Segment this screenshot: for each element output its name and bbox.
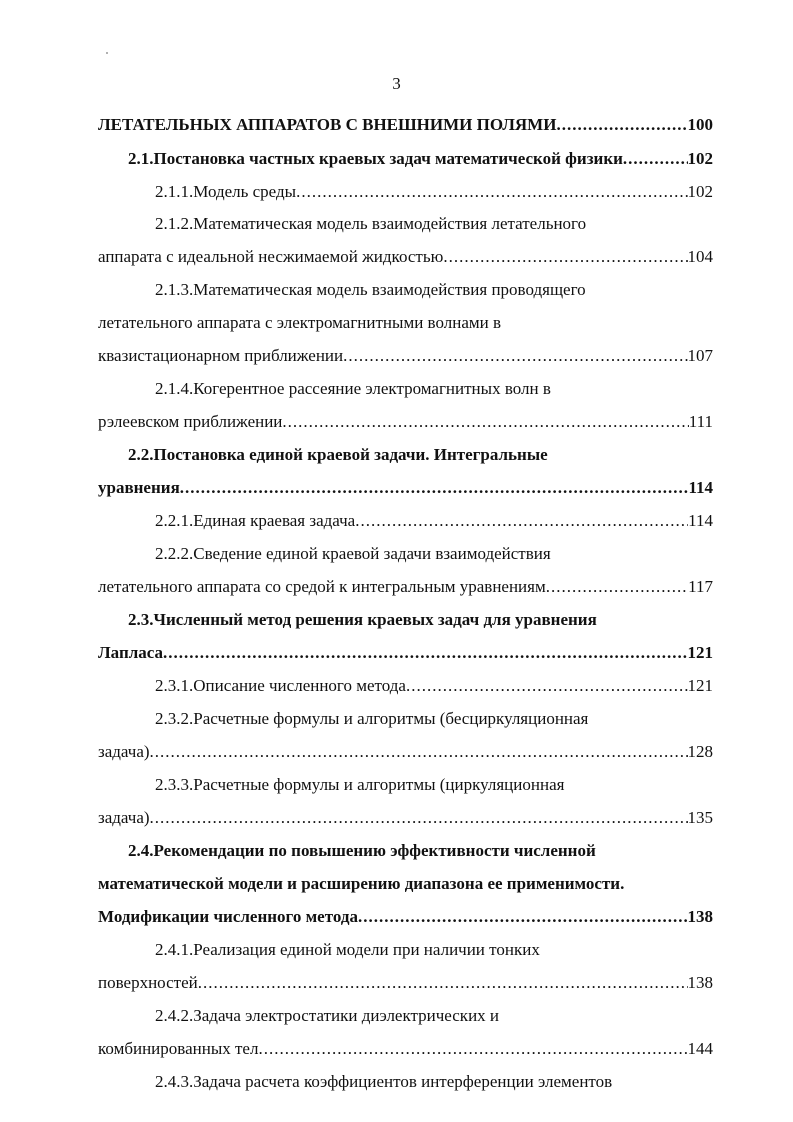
- toc-entry-2-2-2-line1: 2.2.2.Сведение единой краевой задачи взаимодействия: [155, 544, 551, 563]
- toc-page-number: 102: [687, 182, 713, 201]
- toc-entry-2-3-line1: 2.3.Численный метод решения краевых задач для уравнения: [128, 610, 597, 629]
- toc-entry-2-1-3-line2: летательного аппарата с электромагнитными волнами в: [98, 313, 501, 332]
- dot-leader: [150, 741, 688, 763]
- dot-leader: [556, 114, 687, 136]
- toc-entry-text: 2.3.1.Описание численного метода: [155, 676, 406, 695]
- toc-entry-text: рэлеевском приближении: [98, 412, 283, 431]
- toc-entry-2-4-line3: [98, 906, 713, 928]
- toc-entry-text: летательного аппарата со средой к интегральным уравнениям: [98, 577, 546, 596]
- toc-entry-2-3-2-line2: [98, 741, 713, 763]
- dot-leader: [296, 181, 687, 203]
- toc-entry-2-3-line2: [98, 642, 713, 664]
- page-number: 3: [392, 74, 401, 93]
- toc-page-number: 102: [687, 149, 713, 168]
- toc-entry-2-2-line2: [98, 477, 713, 499]
- dot-leader: [282, 411, 688, 433]
- toc-entry-text: поверхностей: [98, 973, 198, 992]
- toc-entry-2-3-2-line1: 2.3.2.Расчетные формулы и алгоритмы (бесциркуляционная: [155, 709, 589, 728]
- toc-entry-2-1-2-line1: 2.1.2.Математическая модель взаимодействия летательного: [155, 214, 587, 233]
- toc-page-number: 121: [687, 643, 713, 662]
- toc-page-number: 135: [687, 808, 713, 827]
- toc-entry-2-4-2-line1: 2.4.2.Задача электростатики диэлектрических и: [155, 1006, 500, 1025]
- dot-leader: [406, 675, 688, 697]
- dot-leader: [546, 576, 688, 598]
- dot-leader: [198, 972, 688, 994]
- toc-entry-text: задача): [98, 742, 150, 761]
- toc-entry-text: ЛЕТАТЕЛЬНЫХ АППАРАТОВ С ВНЕШНИМИ ПОЛЯМИ: [98, 115, 557, 134]
- toc-entry-2-3-1: [155, 675, 713, 697]
- scan-speck: [106, 52, 108, 54]
- toc-entry-2-1-2-line2: [98, 246, 713, 268]
- toc-entry-section-heading-continued: [98, 114, 713, 136]
- dot-leader: [623, 148, 688, 170]
- toc-entry-2-2-2-line2: [98, 576, 713, 598]
- toc-page-number: 128: [687, 742, 713, 761]
- toc-page-number: 100: [687, 115, 713, 134]
- toc-entry-2-2-1: [155, 510, 713, 532]
- toc-page-number: 111: [688, 412, 713, 431]
- toc-entry-2-1: [128, 148, 713, 170]
- dot-leader: [355, 510, 688, 532]
- toc-page-number: 107: [687, 346, 713, 365]
- toc-entry-2-1-4-line2: [98, 411, 713, 433]
- toc-entry-text: уравнения: [98, 478, 180, 497]
- toc-page-number: 144: [687, 1039, 713, 1058]
- dot-leader: [358, 906, 688, 928]
- toc-page-number: 117: [688, 577, 713, 596]
- toc-page-number: 138: [687, 907, 713, 926]
- dot-leader: [180, 477, 689, 499]
- toc-entry-text: 2.1.Постановка частных краевых задач математической физики: [128, 149, 623, 168]
- dot-leader: [443, 246, 687, 268]
- toc-page-number: 138: [687, 973, 713, 992]
- toc-entry-text: квазистационарном приближении: [98, 346, 344, 365]
- dot-leader: [258, 1038, 687, 1060]
- toc-entry-text: Лапласа: [98, 643, 164, 662]
- toc-entry-text: 2.1.1.Модель среды: [155, 182, 297, 201]
- toc-page-number: 104: [687, 247, 713, 266]
- toc-entry-text: 2.2.1.Единая краевая задача: [155, 511, 356, 530]
- toc-page-number: 114: [688, 511, 713, 530]
- dot-leader: [163, 642, 687, 664]
- toc-entry-2-1-4-line1: 2.1.4.Когерентное рассеяние электромагнитных волн в: [155, 379, 551, 398]
- toc-entry-2-1-3-line1: 2.1.3.Математическая модель взаимодействия проводящего: [155, 280, 586, 299]
- dot-leader: [150, 807, 688, 829]
- toc-entry-2-3-3-line1: 2.3.3.Расчетные формулы и алгоритмы (циркуляционная: [155, 775, 565, 794]
- toc-entry-2-4-line1: 2.4.Рекомендации по повышению эффективности численной: [128, 841, 596, 860]
- toc-entry-2-4-3-line1: 2.4.3.Задача расчета коэффициентов интерференции элементов: [155, 1072, 613, 1091]
- toc-entry-2-2-line1: 2.2.Постановка единой краевой задачи. Интегральные: [128, 445, 548, 464]
- toc-entry-text: задача): [98, 808, 150, 827]
- toc-entry-text: аппарата с идеальной несжимаемой жидкостью: [98, 247, 444, 266]
- dot-leader: [343, 345, 687, 367]
- toc-entry-2-4-1-line1: 2.4.1.Реализация единой модели при наличии тонких: [155, 940, 540, 959]
- toc-entry-2-4-line2: математической модели и расширению диапазона ее применимости.: [98, 874, 625, 893]
- toc-entry-text: Модификации численного метода: [98, 907, 358, 926]
- toc-page-number: 114: [688, 478, 713, 497]
- toc-entry-2-4-2-line2: [98, 1038, 713, 1060]
- toc-entry-2-3-3-line2: [98, 807, 713, 829]
- toc-entry-2-4-1-line2: [98, 972, 713, 994]
- toc-entry-2-1-1: [155, 181, 713, 203]
- toc-entry-text: комбинированных тел: [98, 1039, 259, 1058]
- toc-page-number: 121: [687, 676, 713, 695]
- toc-entry-2-1-3-line3: [98, 345, 713, 367]
